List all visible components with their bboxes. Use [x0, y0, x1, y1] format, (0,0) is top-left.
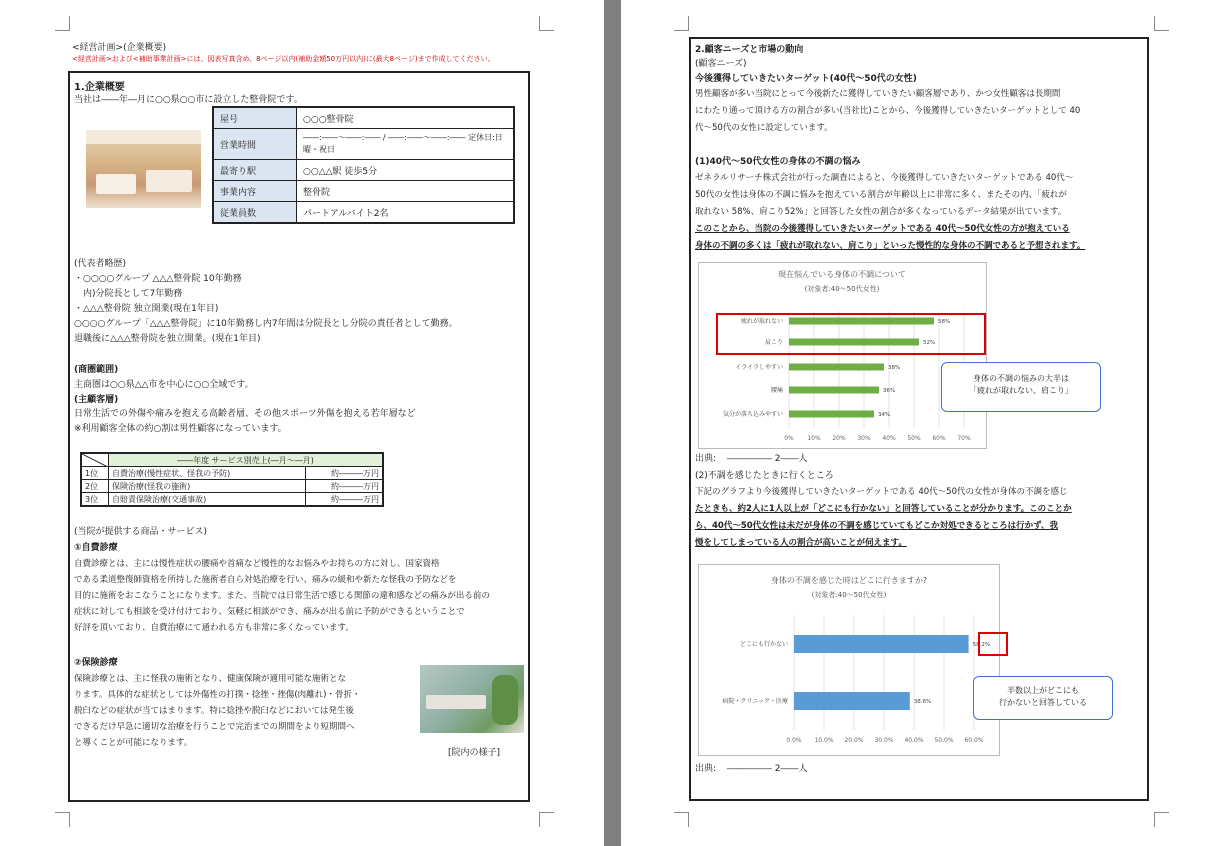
text-line: ら、40代～50代女性は未だが身体の不調を感じていてもどこか対処できるところは行かず、我 [695, 521, 1058, 531]
x-tick-label: 0.0% [786, 737, 802, 744]
area-heading: (商圏範囲) [74, 365, 119, 375]
service-amount: 約―――万円 [306, 493, 384, 507]
info-key: 従業員数 [213, 202, 297, 224]
info-value: 整骨院 [297, 181, 515, 202]
crop-mark [1154, 812, 1169, 827]
document-page-2 [621, 0, 1220, 846]
x-tick-label: 60.0% [964, 737, 984, 744]
highlight-box [716, 313, 986, 355]
service-amount: 約―――万円 [306, 480, 384, 493]
info-value: ――:――～――:―― / ――:――～――:―― 定休日:日曜・祝日 [297, 129, 515, 160]
chart-1-subtitle: (対象者:40～50代女性) [804, 285, 880, 293]
x-tick-label: 50.0% [934, 737, 954, 744]
chart-2-svg [699, 565, 999, 755]
callout-line: 「疲れが取れない、肩こり」 [969, 386, 1073, 395]
customer-heading: (主顧客層) [74, 395, 119, 405]
info-value: ○○△△駅 徒歩5分 [297, 160, 515, 181]
source-value: ――――― 2――人 [726, 454, 808, 464]
info-value: ○○○整骨院 [297, 107, 515, 129]
intro-text: 当社は――年―月に○○県○○市に設立した整骨院です。 [74, 95, 303, 105]
bar [794, 635, 969, 653]
page-gap [604, 0, 621, 846]
text-line: にわたり通って頂ける方の割合が多い(当社比)ことから、今後獲得していきたいターゲットとして 40 [695, 106, 1081, 116]
x-tick-label: 60% [932, 435, 946, 442]
crop-mark [539, 16, 554, 31]
text-line: 50代の女性は身体の不調に悩みを抱えている割合が年齢以上に非常に多く、またその内、「疲れが [695, 190, 1067, 200]
crop-mark [674, 812, 689, 827]
bar [789, 364, 884, 371]
products-heading: (当院が提供する商品・サービス) [74, 527, 208, 537]
document-page-1 [0, 0, 604, 846]
text-line: 取れない 58%、肩こり52%」と回答した女性の割合が多くなっているデータ結果が出ています。 [695, 207, 1067, 217]
text-line: できるだけ早急に適切な治療を行うことで完治までの期間をより短期間へ [74, 722, 355, 732]
section-title: 1.企業概要 [74, 82, 125, 93]
rep-heading: (代表者略歴) [74, 259, 127, 269]
info-key: 最寄り駅 [213, 160, 297, 181]
chart-1-title: 現在悩んでいる身体の不調について [778, 270, 906, 279]
callout-line: 身体の不調の悩みの大半は [973, 374, 1069, 383]
x-tick-label: 40.0% [904, 737, 924, 744]
x-tick-label: 20% [832, 435, 846, 442]
rep-line: ・△△△整骨院 独立開業(現在1年目) [74, 304, 219, 314]
product-1-text [74, 556, 490, 636]
bar [794, 692, 910, 710]
source-label: 出典: [695, 764, 717, 774]
source-value: ――――― 2――人 [726, 764, 808, 774]
area-text: 主商圏は○○県△△市を中心に○○全域です。 [74, 380, 254, 390]
text-line: である柔道整復師資格を所持した施術者自ら対処治療を行い、痛みの緩和や新たな怪我の予防などを [74, 575, 457, 585]
subsection-1-text [695, 170, 1085, 255]
x-tick-label: 50% [907, 435, 921, 442]
category-label: 疲れが取れない [740, 318, 783, 325]
service-rank: 2位 [81, 480, 109, 493]
page-header: <経営計画>(企業概要) [72, 43, 167, 53]
x-tick-label: 70% [957, 435, 971, 442]
x-tick-label: 30% [857, 435, 871, 442]
clinic-info-table [212, 106, 515, 224]
service-rank: 3位 [81, 493, 109, 507]
crop-mark [539, 812, 554, 827]
crop-mark [1154, 16, 1169, 31]
x-tick-label: 40% [882, 435, 896, 442]
info-key: 営業時間 [213, 129, 297, 160]
category-label: イライラしやすい [735, 364, 783, 371]
text-line: 目的に施術をおこなうことになります。また、当院では日常生活で感じる関節の違和感などの痛みが出る前の [74, 591, 490, 601]
data-label: 52% [923, 340, 936, 346]
info-value: パートアルバイト2名 [297, 202, 515, 224]
section-title: 2.顧客ニーズと市場の動向 [695, 45, 804, 55]
product-2-text [74, 671, 360, 751]
crop-mark [674, 16, 689, 31]
rep-line: ○○○○グループ「△△△整骨院」に10年勤務し内7年間は分院長とし分院の責任者として勤務。 [74, 319, 458, 329]
target-line: 今後獲得していきたいターゲット(40代～50代の女性) [695, 74, 917, 84]
data-label: 38% [888, 365, 901, 371]
photo-caption: [院内の様子] [448, 748, 501, 758]
target-text [695, 86, 1080, 137]
service-table-header: ――年度 サービス別売上(―月～―月) [109, 453, 384, 467]
x-tick-label: 0% [784, 435, 794, 442]
x-tick-label: 10.0% [814, 737, 834, 744]
text-line: たときも、約2人に1人以上が「どこにも行かない」と回答していることが分かります。このことか [695, 504, 1072, 514]
text-line: と導くことが可能になります。 [74, 738, 193, 748]
service-rank: 1位 [81, 467, 109, 480]
bar [789, 411, 874, 418]
service-sales-table [80, 452, 384, 507]
customer-line: 日常生活での外傷や痛みを抱える高齢者層、その他スポーツ外傷を抱える若年層など [74, 409, 416, 419]
crop-mark [55, 812, 70, 827]
chart-1-svg [699, 263, 986, 448]
highlight-box [978, 632, 1008, 656]
service-amount: 約―――万円 [306, 467, 384, 480]
chart-body-destination [698, 564, 1000, 756]
x-tick-label: 30.0% [874, 737, 894, 744]
source-2 [695, 761, 808, 774]
service-name: 保険治療(怪我の施術) [109, 480, 306, 493]
info-key: 事業内容 [213, 181, 297, 202]
callout-complaints [941, 362, 1101, 412]
x-tick-label: 20.0% [844, 737, 864, 744]
data-label: 34% [878, 412, 891, 418]
chart-2-subtitle: (対象者:40～50代女性) [811, 591, 887, 599]
subsection-1-title: (1)40代～50代女性の身体の不調の悩み [695, 157, 861, 167]
text-line: 保険診療とは、主に怪我の施術となり、健康保険が適用可能な施術とな [74, 674, 347, 684]
data-label: 36% [883, 388, 896, 394]
chart-body-complaints [698, 262, 987, 449]
callout-line: 半数以上がどこにも [1007, 686, 1079, 695]
diagonal-cell [81, 453, 109, 467]
category-label: 肩こり [764, 339, 783, 346]
chart-2-title: 身体の不調を感じた時はどこに行きますか? [770, 576, 928, 585]
customer-line: ※利用顧客全体の約○割は男性顧客になっています。 [74, 424, 287, 434]
rep-line: 退職後に△△△整骨院を独立開業。(現在1年目) [74, 334, 261, 344]
subsection-2-text [695, 484, 1072, 552]
data-label: 58% [938, 319, 951, 325]
category-label: 病院・クリニック・医療 [722, 698, 788, 705]
needs-heading: (顧客ニーズ) [695, 59, 747, 69]
text-line: このことから、当院の今後獲得していきたいターゲットである 40代～50代女性の方が抱えている [695, 224, 1070, 234]
customer-text [74, 407, 416, 437]
text-line: ゼネラルリサーチ株式会社が行った調査によると、今後獲得していきたいターゲットである 40代～ [695, 173, 1074, 183]
text-line: 慢をしてしまっている人の割合が高いことが伺えます。 [695, 538, 907, 548]
callout-line: 行かないと回答している [999, 698, 1087, 707]
text-line: 脱臼などの症状が当てはまります。特に捻挫や脱臼などにおいては発生後 [74, 706, 354, 716]
rep-line: ・○○○○グループ △△△整骨院 10年勤務 [74, 274, 242, 284]
category-label: 腰痛 [770, 387, 783, 394]
service-name: 自賠責保険治療(交通事故) [109, 493, 306, 507]
crop-mark [55, 16, 70, 31]
source-label: 出典: [695, 454, 717, 464]
text-line: 下記のグラフより今後獲得していきたいターゲットである 40代～50代の女性が身体の不調を感じ [695, 487, 1068, 497]
info-key: 屋号 [213, 107, 297, 129]
warning-text: <経営計画>および<補助事業計画>には、図表写真含め、8ページ以内(補助金額50万円以内)に(最大8ページ)まで作成してください。 [72, 55, 495, 63]
treatment-room-photo [420, 665, 524, 733]
source-1 [695, 451, 808, 464]
rep-history [74, 272, 458, 347]
text-line: ります。具体的な症状としては外傷性の打撲・捻挫・挫傷(肉離れ)・骨折・ [74, 690, 361, 700]
product-1-title: ①自費診療 [74, 543, 118, 553]
data-label: 38.6% [913, 699, 932, 705]
text-line: 代～50代の女性に設定しています。 [695, 123, 833, 133]
text-line: 好評を頂いており、自費治療にて通われる方も非常に多くなっています。 [74, 623, 354, 633]
callout-destination [973, 676, 1113, 720]
x-tick-label: 10% [807, 435, 821, 442]
text-line: 症状に対しても相談を受け付けており、気軽に相談ができ、痛みが出る前に予防ができるということで [74, 607, 465, 617]
clinic-photo [86, 130, 201, 208]
product-2-title: ②保険診療 [74, 658, 118, 668]
subsection-2-title: (2)不調を感じたときに行くところ [695, 471, 834, 481]
category-label: 気分が落ち込みやすい [722, 411, 783, 418]
data-label: 58.2% [972, 642, 991, 648]
bar [789, 387, 879, 394]
text-line: 男性顧客が多い当院にとって今後新たに獲得していきたい顧客層であり、かつ女性顧客は長期間 [695, 89, 1061, 99]
category-label: どこにも行かない [739, 641, 788, 648]
text-line: 身体の不調の多くは「疲れが取れない、肩こり」といった慢性的な身体の不調であると予想されます。 [695, 241, 1086, 251]
text-line: 自費診療とは、主には慢性症状の腰痛や首痛など慢性的なお悩みやお持ちの方に対し、国家資格 [74, 559, 440, 569]
service-name: 自費治療(慢性症状、怪我の予防) [109, 467, 306, 480]
rep-line: 内)分院長として7年勤務 [74, 289, 183, 299]
